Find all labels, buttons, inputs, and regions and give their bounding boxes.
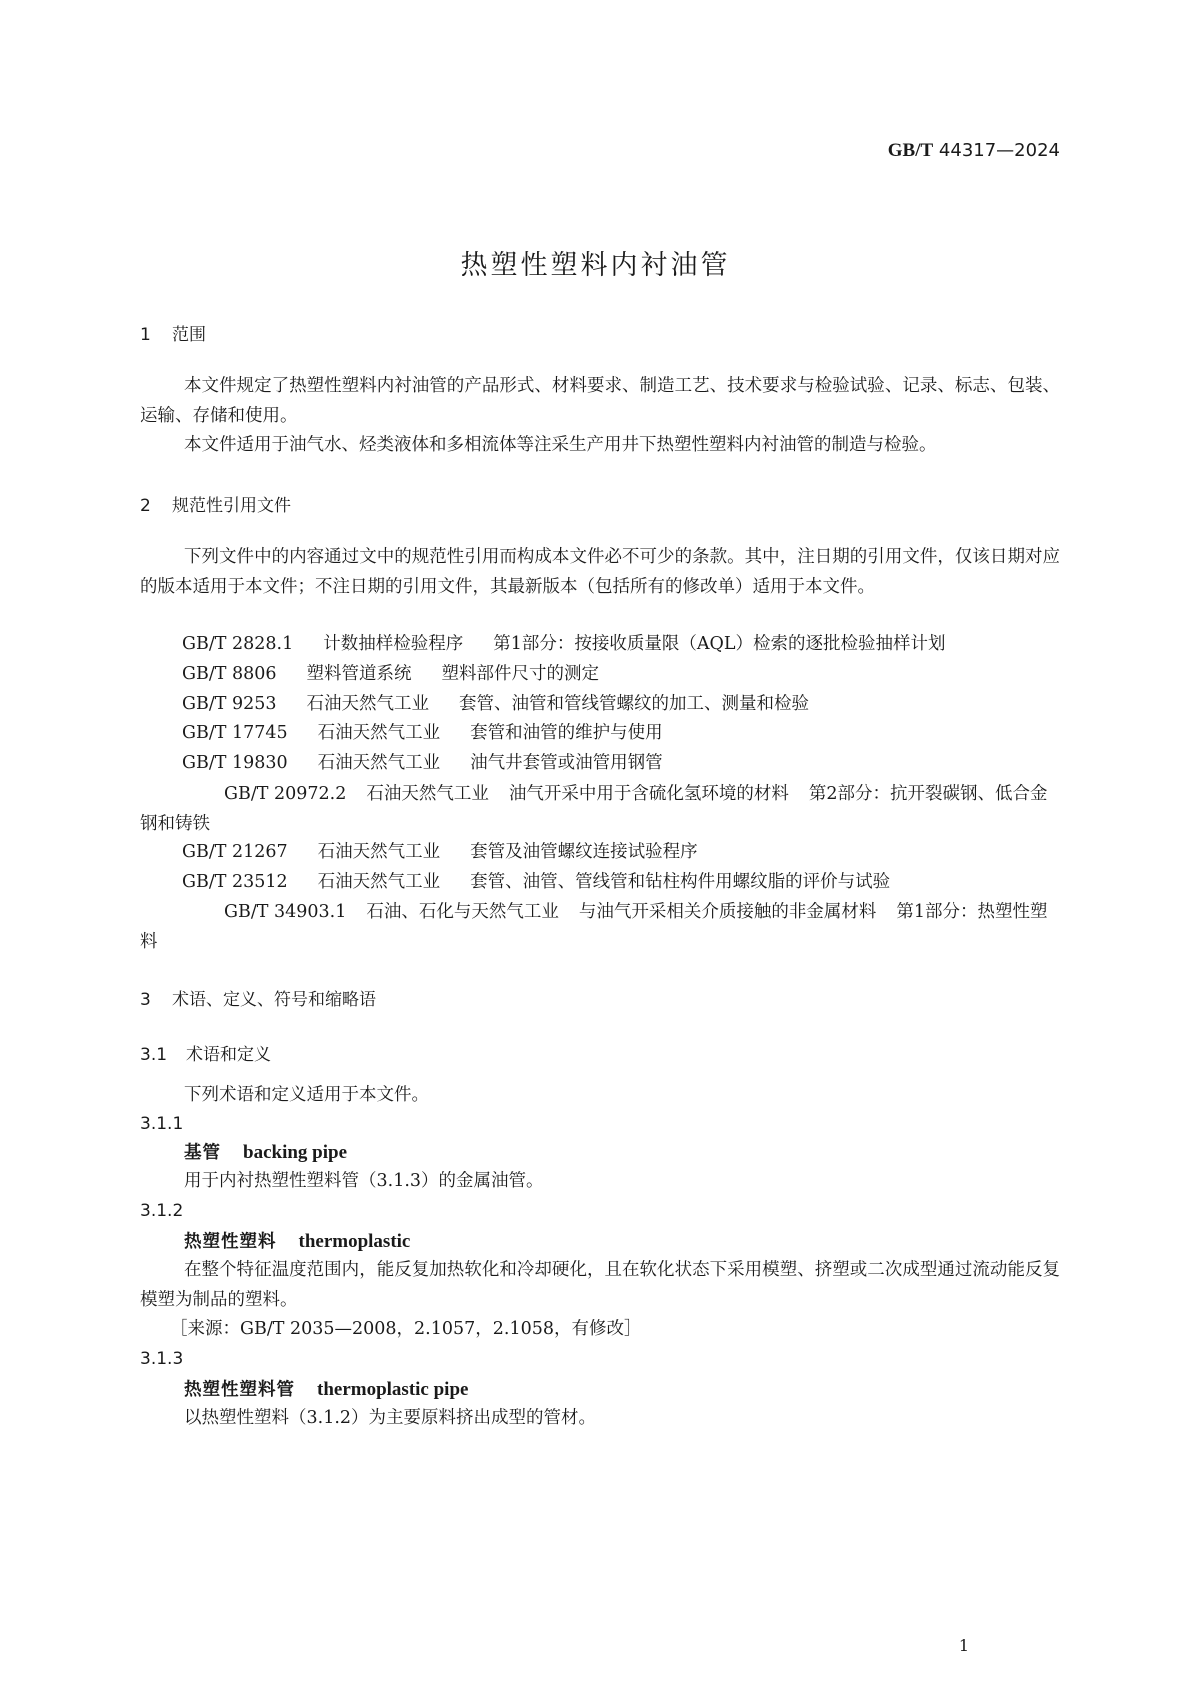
term-english: backing pipe [243,1142,348,1163]
page-number: 1 [958,1636,969,1655]
reference-subtitle: 与油气开采相关介质接触的非金属材料 [578,902,877,922]
reference-code: GB/T 23512 [182,872,288,892]
subsection-heading [140,1040,271,1065]
reference-title: 石油、石化与天然气工业 [366,902,559,922]
document-title: 热塑性塑料内衬油管 [460,250,731,281]
reference-subtitle: 套管、油管和管线管螺纹的加工、测量和检验 [459,694,810,714]
reference-title: 石油天然气工业 [306,694,430,714]
reference-title: 计数抽样检验程序 [323,634,464,654]
reference-item [182,690,809,715]
term-chinese: 热塑性塑料管 [184,1380,295,1400]
section-1-heading [140,320,206,345]
reference-subtitle: 油气井套管或油管用钢管 [470,753,663,773]
section-number: 2 [140,496,151,516]
term-chinese: 基管 [184,1143,221,1163]
reference-code: GB/T 20972.2 [224,784,347,804]
term-source: ［来源：GB/T 2035—2008，2.1057，2.1058，有修改］ [170,1319,642,1339]
term-definition: 用于内衬热塑性塑料管（3.1.3）的金属油管。 [184,1171,544,1191]
references-intro: 下列文件中的内容通过文中的规范性引用而构成本文件必不可少的条款。其中，注日期的引用文件，仅该日期对应的版本适用于本文件；不注日期的引用文件，其最新版本（包括所有的修改单）适用于本文件。 [140,547,1060,597]
section-title: 范围 [172,325,206,345]
reference-title: 石油天然气工业 [317,842,441,862]
reference-item [182,660,599,685]
section-3-heading [140,985,376,1010]
reference-subtitle: 套管及油管螺纹连接试验程序 [470,842,698,862]
reference-subtitle: 套管、油管、管线管和钻柱构件用螺纹脂的评价与试验 [470,872,891,892]
reference-part: 第2部分：抗开裂碳钢、低合金钢和铸铁 [140,784,1048,834]
term-english: thermoplastic [298,1231,411,1252]
reference-code: GB/T 2828.1 [182,634,294,654]
reference-code: GB/T 17745 [182,723,288,743]
section-title: 规范性引用文件 [172,496,291,516]
reference-title: 石油天然气工业 [317,723,441,743]
reference-item [182,868,890,893]
term-definition: 以热塑性塑料（3.1.2）为主要原料挤出成型的管材。 [184,1408,597,1428]
section-number: 3 [140,990,151,1010]
reference-code: GB/T 19830 [182,753,288,773]
reference-code: GB/T 21267 [182,842,288,862]
reference-item [182,838,698,863]
reference-item [140,897,1060,957]
reference-item [182,719,663,744]
reference-subtitle: 套管和油管的维护与使用 [470,723,663,743]
term-definition: 在整个特征温度范围内，能反复加热软化和冷却硬化，且在软化状态下采用模塑、挤塑或二次成型通过流动能反复模塑为制品的塑料。 [140,1260,1060,1310]
terms-intro: 下列术语和定义适用于本文件。 [184,1085,429,1105]
reference-subtitle: 塑料部件尺寸的测定 [441,664,600,684]
term-chinese: 热塑性塑料 [184,1232,277,1252]
reference-code: GB/T 34903.1 [224,902,347,922]
reference-item [182,630,945,655]
reference-code: GB/T 9253 [182,694,277,714]
scope-paragraph-1: 本文件规定了热塑性塑料内衬油管的产品形式、材料要求、制造工艺、技术要求与检验试验、记录、标志、包装、运输、存储和使用。 [140,376,1060,426]
term-entry [184,1228,410,1253]
reference-title: 石油天然气工业 [366,784,489,804]
term-number: 3.1.2 [140,1201,184,1221]
subsection-number: 3.1 [140,1045,168,1065]
term-entry [184,1376,468,1401]
reference-part: 第1部分：热塑性塑料 [140,902,1048,952]
subsection-title: 术语和定义 [186,1045,271,1065]
term-number: 3.1.3 [140,1349,184,1369]
standard-code [888,140,1060,162]
section-number: 1 [140,325,151,345]
term-entry [184,1139,347,1164]
reference-item [140,779,1060,839]
reference-title: 塑料管道系统 [306,664,412,684]
reference-subtitle: 第1部分：按接收质量限（AQL）检索的逐批检验抽样计划 [493,634,946,654]
reference-title: 石油天然气工业 [317,753,441,773]
standard-prefix: GB/T [887,140,934,161]
scope-paragraph-2: 本文件适用于油气水、烃类液体和多相流体等注采生产用井下热塑性塑料内衬油管的制造与检验。 [184,435,937,455]
term-english: thermoplastic pipe [317,1379,469,1400]
reference-item [182,749,663,774]
term-number: 3.1.1 [140,1114,184,1134]
reference-code: GB/T 8806 [182,664,277,684]
reference-title: 石油天然气工业 [317,872,441,892]
reference-subtitle: 油气开采中用于含硫化氢环境的材料 [508,784,789,804]
section-2-heading [140,491,291,516]
section-title: 术语、定义、符号和缩略语 [172,990,376,1010]
standard-number: 44317—2024 [938,140,1060,161]
